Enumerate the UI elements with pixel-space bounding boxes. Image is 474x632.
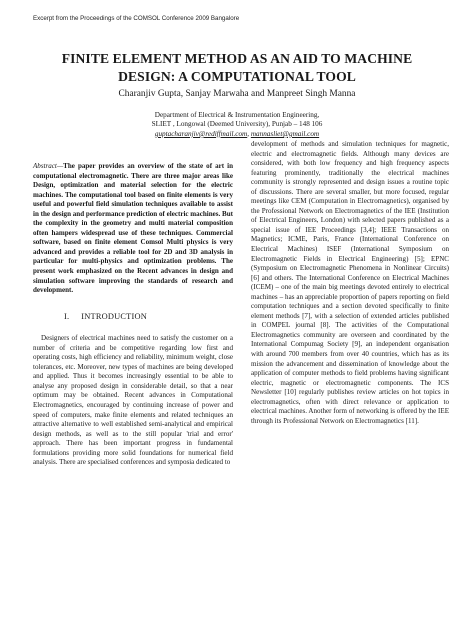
affiliation-institute: SLIET , Longowal (Deemed University), Punjab – 148 106 [151, 120, 323, 129]
email-link-1[interactable]: guptacharanjiv@rediffmail.com [154, 129, 248, 138]
affiliation-department: Department of Electrical & Instrumentation Engineering, [154, 111, 320, 119]
section-heading-introduction [33, 312, 233, 322]
title-line-2: DESIGN: A COMPUTATIONAL TOOL [118, 69, 356, 84]
introduction-paragraph: Designers of electrical machines need to satisfy the customer on a number of criteria and be competitive regarding low first and operating costs, high efficiency and reliability, minimum weight, close tolerances, etc. Moreover, new types of machines are being developed and applied. Thus it becomes increasingly essential to be able to analyse any proposed design in considerable detail, so that a near optimum may be obtained. Recent advances in Computational Electromagnetics, encouraged by continuing increase of power and speed of computers, make finite elements and related techniques an attractive alternative to well established semi-analytical and empirical design methods, as well as to the still popular 'trial and error' approach. There has been important progress in fundamental formulations providing more solid foundations for numerical field analysis. There are specialised conferences and symposia dedicated to [33, 334, 233, 467]
paper-title [0, 50, 474, 86]
email-link-2[interactable]: mannasliet@gmail.com [250, 129, 320, 138]
introduction-body [33, 334, 233, 468]
section-title: INTRODUCTION [81, 311, 147, 321]
section-number: I. [64, 311, 70, 321]
conference-excerpt-header: Excerpt from the Proceedings of the COMSOL Conference 2009 Bangalore [33, 15, 240, 22]
affiliation-block [0, 111, 474, 139]
left-column [33, 162, 233, 468]
author-emails [0, 130, 474, 139]
right-column [251, 140, 449, 426]
right-column-paragraph: development of methods and simulation techniques for magnetic, electric and electromagnetic fields. Although many devices are considered, with both low frequency and high frequency aspects featuring prominently, traditionally the electrical machines community is strongly represented and design issues a routine topic of discussions. There are several smaller, but more focused, regular meetings like CEM (Computation in Electromagnetics), organised by the Professional Network on Electromagnetics of the IEE (Institution of Electrical Engineers, London) with selected papers published as a special issue of IEE Proceedings [3,4]; IEEE Transactions on Magnetics; ICME, Paris, France (International Conference on Electrical Machines) ISEF (International Symposium on Electromagnetic Fields in Electrical Engineering) [5]; EPNC (Symposium on Electromagnetic Phenomena in Nonlinear Circuits) [6] and others. The International Conference on Electrical Machines (ICEM) – one of the main big meetings devoted entirely to electrical machines – has an appreciable proportion of papers reporting on field computation techniques and a section devoted specifically to finite element methods [7], with a selection of extended articles published in COMPEL journal [8]. The activities of the Computational Electromagnetics community are overseen and coordinated by the International Compumag Society [9], an independent organisation with around 700 members from over 40 countries, which has as its mission the advancement and dissemination of knowledge about the application of computer methods to field problems having significant electric, magnetic or electromagnetic components. The ICS Newsletter [10] regularly publishes review articles on hot topics in electromagnetics, often with direct relevance or application to electrical machines. Another form of networking is offered by the IEE through its Professional Network on Electromagnetics [11]. [251, 140, 449, 425]
title-line-1: FINITE ELEMENT METHOD AS AN AID TO MACHINE [61, 51, 413, 66]
abstract [33, 162, 233, 296]
abstract-text: The paper provides an overview of the state of art in computational electromagnetic. There are three major areas like Design, optimization and material selection for the electric machines. The computational tool based on finite elements is very useful and powerful field simulation techniques available to assist in the design and performance prediction of electric machines. But the complexity in the geometry and multi material composition often hampers widespread use of these techniques. Commercial software, based on finite element Comsol Multi physics is very advanced and provides a reliable tool for 2D and 3D analysis in particular for multi-physics and optimization problems. The present work emphasized on the Recent advances in design and simulation software improving the standards of research and development. [33, 162, 233, 295]
abstract-label: Abstract— [33, 162, 64, 170]
author-list: Charanjiv Gupta, Sanjay Marwaha and Manpreet Singh Manna [118, 89, 356, 99]
email-separator: , [247, 129, 251, 138]
